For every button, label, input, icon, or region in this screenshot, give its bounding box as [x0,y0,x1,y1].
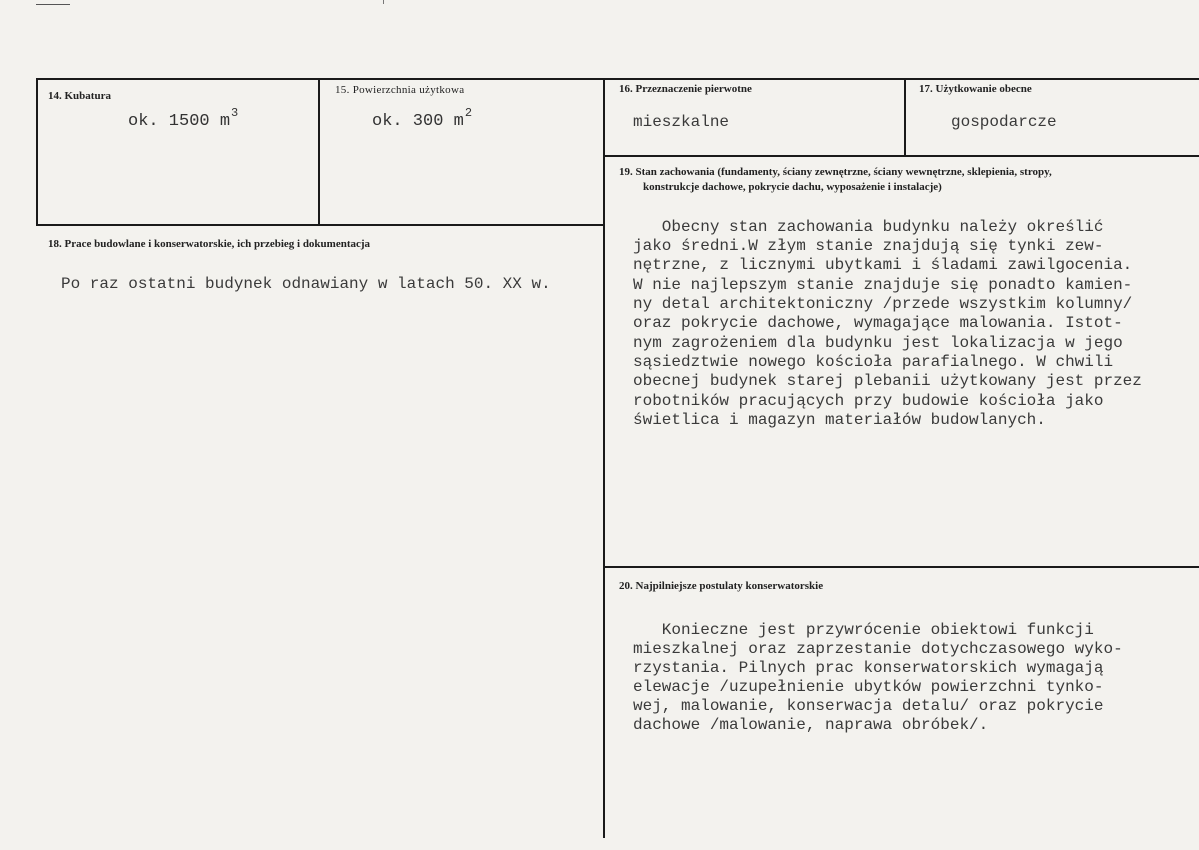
col-divider-14-15 [318,78,320,226]
stan-line: ny detal architektoniczny /przede wszystkim kolumny/ [633,295,1133,313]
field-15-label: 15. Powierzchnia użytkowa [335,84,465,96]
top-border [36,78,1199,80]
corner-mark [36,4,70,5]
field-18-label: 18. Prace budowlane i konserwatorskie, ich przebieg i dokumentacja [48,238,371,250]
col-divider-main [603,78,605,838]
postulaty-line: wej, malowanie, konserwacja detalu/ oraz pokrycie [633,697,1104,715]
stan-line: W nie najlepszym stanie znajduje się ponadto kamien- [633,276,1133,294]
left-border [36,78,38,226]
stan-line: nętrzne, z licznymi ubytkami i śladami zawilgocenia. [633,256,1133,274]
field-17-label: 17. Użytkowanie obecne [919,83,1032,95]
field-14-label: 14. Kubatura [48,90,111,102]
stan-line: świetlica i magazyn materiałów budowlanych. [633,411,1046,429]
powierzchnia-exponent: 2 [464,106,473,120]
field-19-label-line-1: 19. Stan zachowania (fundamenty, ściany zewnętrzne, ściany wewnętrzne, sklepienia, stropy, [619,166,1052,178]
stan-line: nym zagrożeniem dla budynku jest lokalizacja w jego [633,334,1123,352]
row-divider-upper-right [603,155,1199,157]
row-divider-lower-right [603,566,1199,568]
kubatura-text: ok. 1500 m [128,112,231,131]
field-19-label-line-2: konstrukcje dachowe, pokrycie dachu, wyposażenie i instalacje) [643,181,942,193]
field-16-value: mieszkalne [633,113,730,131]
postulaty-line: mieszkalnej oraz zaprzestanie dotychczasowego wyko- [633,640,1123,658]
field-15-value [372,106,473,132]
stan-line: oraz pokrycie dachowe, wymagające malowania. Istot- [633,314,1123,332]
field-18-value: Po raz ostatni budynek odnawiany w latach 50. XX w. [61,275,551,293]
field-20-label: 20. Najpilniejsze postulaty konserwatorskie [619,580,824,592]
postulaty-line: elewacje /uzupełnienie ubytków powierzchni tynko- [633,678,1104,696]
stan-line: jako średni.W złym stanie znajdują się tynki zew- [633,237,1104,255]
postulaty-line: dachowe /malowanie, naprawa obróbek/. [633,716,989,734]
stan-line: robotników pracujących przy budowie kościoła jako [633,392,1104,410]
row-divider-left [36,224,605,226]
powierzchnia-text: ok. 300 m [372,112,464,131]
stan-line: obecnej budynek starej plebanii użytkowany jest przez [633,372,1142,390]
col-divider-16-17 [904,78,906,157]
stan-line: sąsiedztwie nowego kościoła parafialnego. W chwili [633,353,1114,371]
kubatura-exponent: 3 [231,106,239,120]
field-14-value [128,106,239,132]
field-17-value: gospodarcze [951,113,1057,131]
stan-line: Obecny stan zachowania budynku należy określić [633,218,1104,236]
postulaty-line: Konieczne jest przywrócenie obiektowi funkcji [633,621,1094,639]
postulaty-line: rzystania. Pilnych prac konserwatorskich wymagają [633,659,1104,677]
field-16-label: 16. Przeznaczenie pierwotne [619,83,752,95]
top-tick-mark [383,0,384,4]
